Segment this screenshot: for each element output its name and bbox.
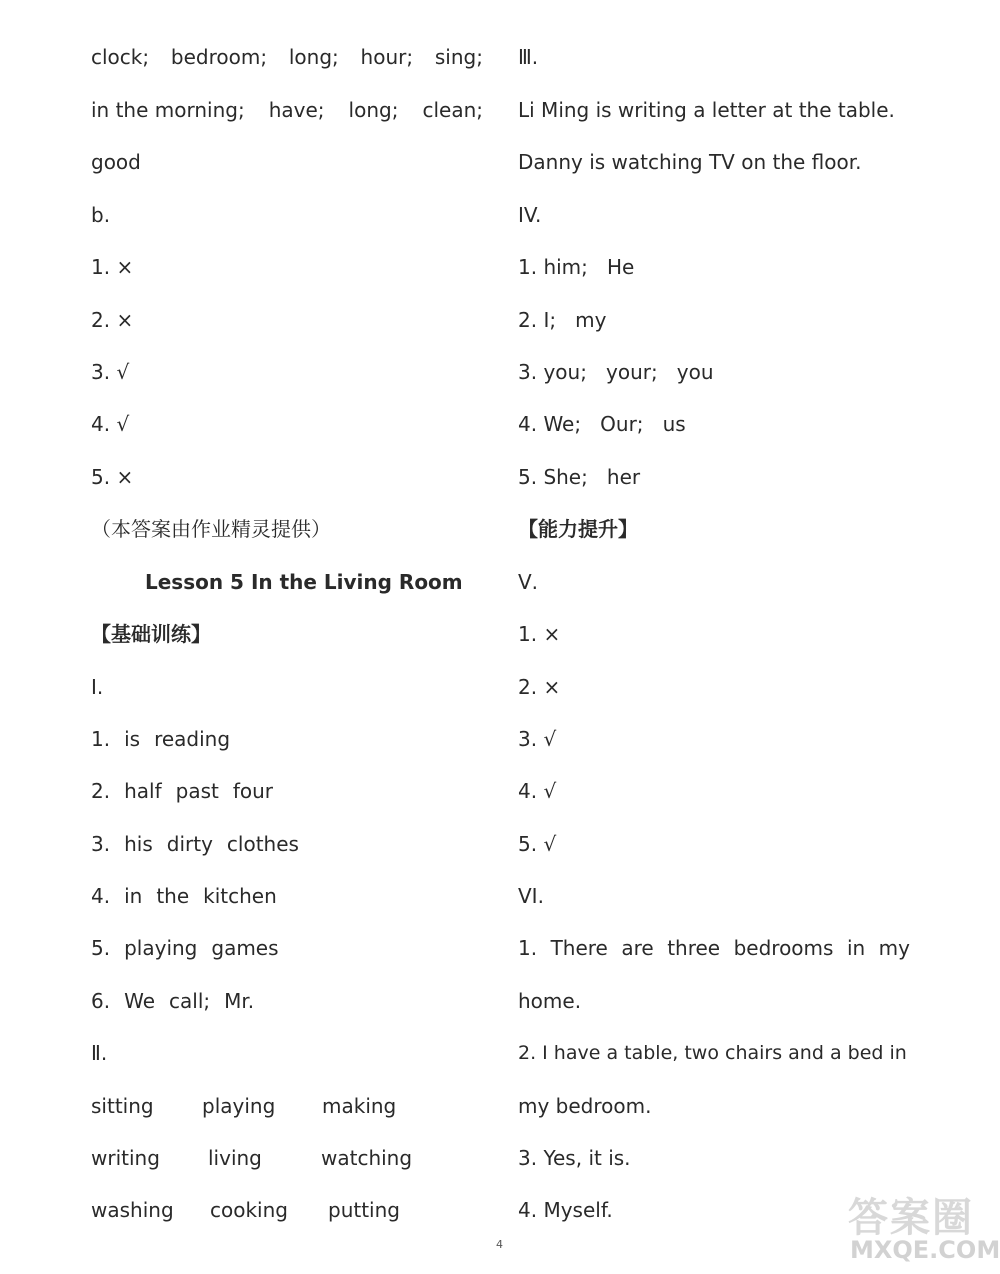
- part-label-6: VI.: [518, 884, 544, 908]
- answer-word: clock;: [91, 45, 150, 69]
- part3-answer-line: Li Ming is writing a letter at the table.: [518, 98, 895, 122]
- answer-token: half: [124, 779, 162, 803]
- part1-answer-item: [91, 989, 268, 1013]
- answer-token: in: [124, 884, 143, 908]
- part1-answer-item: [91, 936, 293, 960]
- part-label-1: Ⅰ.: [91, 675, 104, 699]
- answer-token: in: [846, 936, 866, 960]
- watermark-url: MXQE.COM: [850, 1236, 1000, 1264]
- part5-answer-item: 2. ×: [518, 675, 561, 699]
- answer-token: past: [175, 779, 219, 803]
- watermark-chars: 答案圈: [848, 1195, 974, 1241]
- part6-answer-line: [518, 936, 910, 960]
- answer-word: sing;: [434, 45, 483, 69]
- answer-token: kitchen: [203, 884, 277, 908]
- part4-answer-item: 2. I; my: [518, 308, 607, 332]
- answer-token: the: [156, 884, 190, 908]
- answer-word: clean;: [422, 98, 483, 122]
- answer-word: writing: [91, 1146, 160, 1170]
- answer-word: in the morning;: [91, 98, 245, 122]
- answer-word: living: [208, 1146, 262, 1170]
- answer-word: have;: [268, 98, 325, 122]
- answer-token: reading: [154, 727, 231, 751]
- part4-answer-item: 3. you; your; you: [518, 360, 714, 384]
- part1-answer-item: [91, 832, 313, 856]
- answer-token: his: [124, 832, 153, 856]
- page-number: 4: [496, 1238, 503, 1251]
- part5-answer-item: 5. √: [518, 832, 557, 856]
- part4-answer-item: 1. him; He: [518, 255, 635, 279]
- part5-answer-item: 4. √: [518, 779, 557, 803]
- b-answer-item: 5. ×: [91, 465, 134, 489]
- answer-token: four: [232, 779, 274, 803]
- part6-answer-line: 2. I have a table, two chairs and a bed in: [518, 1042, 907, 1064]
- answer-token: Mr.: [224, 989, 255, 1013]
- part4-answer-item: 5. She; her: [518, 465, 641, 489]
- b-answer-item: 3. √: [91, 360, 130, 384]
- answer-token: 1.: [518, 936, 538, 960]
- part3-answer-line: Danny is watching TV on the floor.: [518, 150, 862, 174]
- b-answer-item: 2. ×: [91, 308, 134, 332]
- part2-word-row: [91, 1094, 491, 1118]
- answer-word: playing: [202, 1094, 276, 1118]
- answer-token: We: [124, 989, 156, 1013]
- answer-words-row-1: [91, 45, 483, 69]
- answer-word: making: [322, 1094, 397, 1118]
- part1-answer-item: [91, 884, 291, 908]
- answer-token: 3.: [91, 832, 111, 856]
- part-label-3: Ⅲ.: [518, 45, 539, 69]
- answer-token: 6.: [91, 989, 111, 1013]
- answer-word: putting: [328, 1198, 400, 1222]
- answer-token: are: [621, 936, 654, 960]
- answer-token: 4.: [91, 884, 111, 908]
- answer-word: watching: [321, 1146, 413, 1170]
- part6-answer-line: 3. Yes, it is.: [518, 1146, 631, 1170]
- answer-token: games: [211, 936, 279, 960]
- answer-word: long;: [288, 45, 339, 69]
- part1-answer-item: [91, 727, 244, 751]
- answer-token: playing: [124, 936, 198, 960]
- b-answer-item: 1. ×: [91, 255, 134, 279]
- part5-answer-item: 3. √: [518, 727, 557, 751]
- part2-word-row: [91, 1146, 491, 1170]
- section-heading-ability: 【能力提升】: [518, 517, 638, 541]
- answer-word: washing: [91, 1198, 174, 1222]
- watermark-logo: [848, 1186, 998, 1272]
- part6-answer-line: 4. Myself.: [518, 1198, 613, 1222]
- part-label-5: Ⅴ.: [518, 570, 539, 594]
- answer-word: long;: [348, 98, 399, 122]
- section-label-b: b.: [91, 203, 111, 227]
- answer-word: sitting: [91, 1094, 154, 1118]
- part5-answer-item: 1. ×: [518, 622, 561, 646]
- answer-token: 5.: [91, 936, 111, 960]
- part6-answer-line: home.: [518, 989, 582, 1013]
- answer-word: hour;: [360, 45, 414, 69]
- part2-word-row: [91, 1198, 491, 1222]
- answer-token: dirty: [166, 832, 213, 856]
- answer-token: call;: [169, 989, 211, 1013]
- answer-token: my: [878, 936, 910, 960]
- answer-words-row-3: good: [91, 150, 141, 174]
- b-answer-item: 4. √: [91, 412, 130, 436]
- credit-note: （本答案由作业精灵提供）: [91, 517, 331, 541]
- lesson-title: Lesson 5 In the Living Room: [145, 570, 463, 594]
- answer-token: is: [124, 727, 141, 751]
- answer-token: There: [550, 936, 608, 960]
- part6-answer-line: my bedroom.: [518, 1094, 652, 1118]
- answer-token: three: [667, 936, 721, 960]
- answer-word: bedroom;: [170, 45, 268, 69]
- part1-answer-item: [91, 779, 287, 803]
- part-label-2: Ⅱ.: [91, 1041, 108, 1065]
- section-heading-basic: 【基础训练】: [91, 622, 211, 646]
- part-label-4: IV.: [518, 203, 542, 227]
- answer-token: 2.: [91, 779, 111, 803]
- answer-token: clothes: [226, 832, 299, 856]
- answer-token: 1.: [91, 727, 111, 751]
- answer-words-row-2: [91, 98, 483, 122]
- answer-token: bedrooms: [733, 936, 834, 960]
- answer-word: cooking: [210, 1198, 288, 1222]
- part4-answer-item: 4. We; Our; us: [518, 412, 686, 436]
